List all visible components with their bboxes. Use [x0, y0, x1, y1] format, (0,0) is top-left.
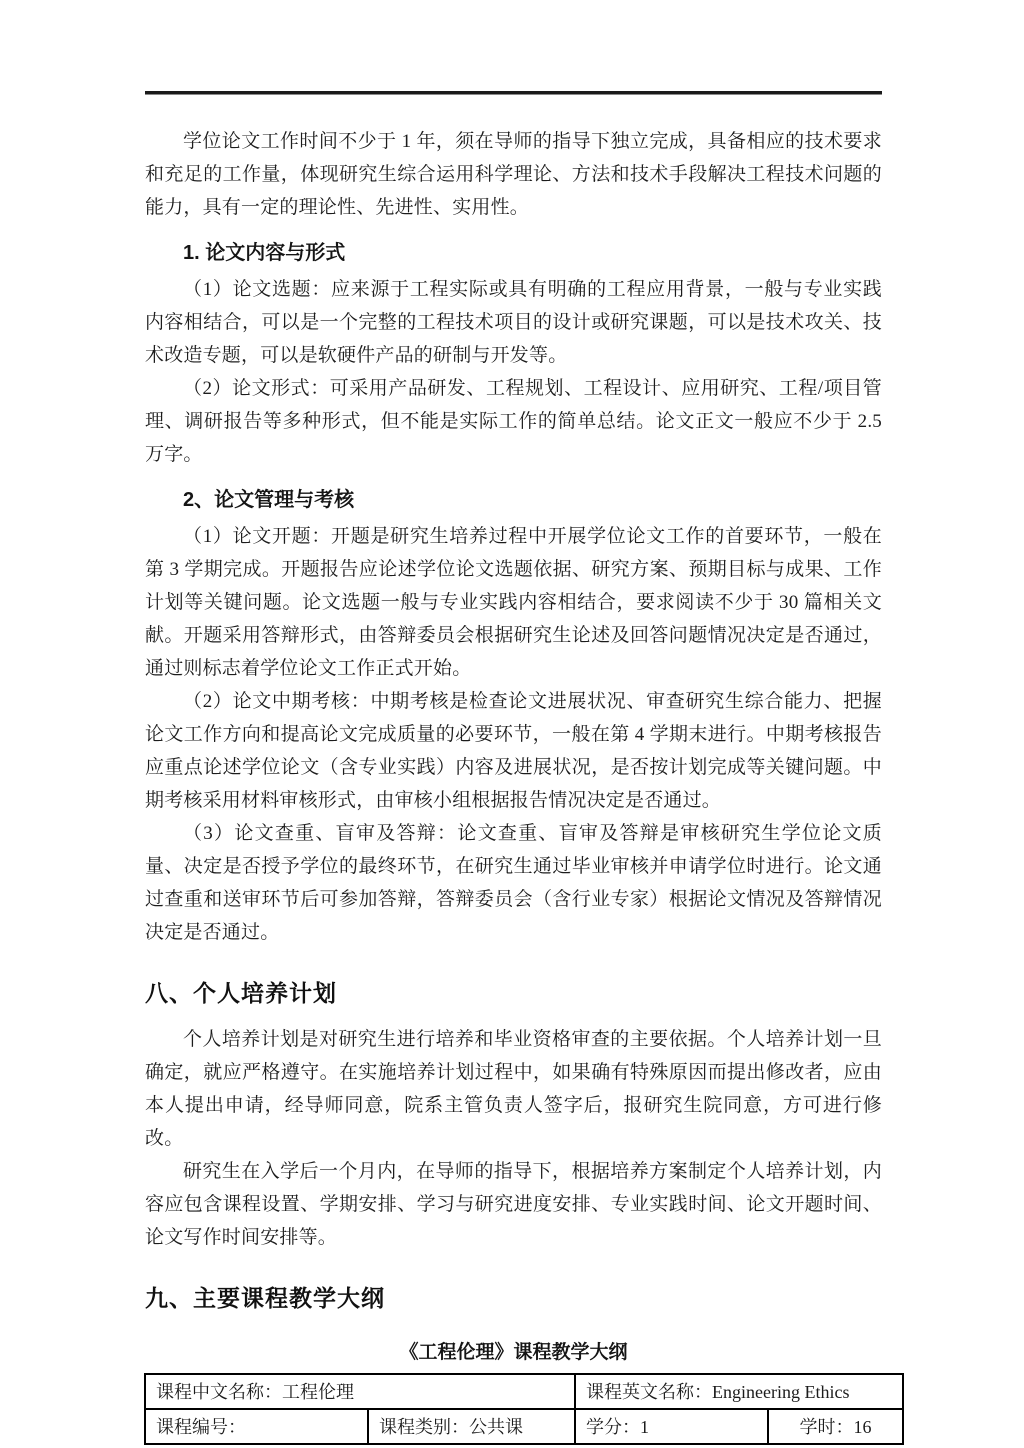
course-name-en-cell: 课程英文名称：Engineering Ethics [575, 1374, 903, 1409]
section8-paragraph-1: 个人培养计划是对研究生进行培养和毕业资格审查的主要依据。个人培养计划一旦确定，就应严格遵守。在实施培养计划过程中，如果确有特殊原因而提出修改者，应由本人提出申请，经导师同意，院系主管负责人签字后，报研究生院同意，方可进行修改。 [145, 1029, 882, 1149]
section2-paragraph-1: （1）论文开题：开题是研究生培养过程中开展学位论文工作的首要环节，一般在第 3 学期完成。开题报告应论述学位论文选题依据、研究方案、预期目标与成果、工作计划等关键问题。论文选题一般与专业实践内容相结合，要求阅读不少于 30 篇相关文献。开题采用答辩形式，由答辩委员会根据研究生论述及回答问题情况决定是否通过，通过则标志着学位论文工作正式开始。 [145, 526, 882, 679]
course-name-cn-cell: 课程中文名称：工程伦理 [145, 1374, 575, 1409]
section8-heading: 八、个人培养计划 [145, 980, 337, 1006]
section1-heading: 1. 论文内容与形式 [183, 242, 346, 264]
section1-paragraph-1: （1）论文选题：应来源于工程实际或具有明确的工程应用背景，一般与专业实践内容相结合，可以是一个完整的工程技术项目的设计或研究课题，可以是技术攻关、技术改造专题，可以是软硬件产品的研制与开发等。 [145, 279, 882, 366]
intro-paragraph: 学位论文工作时间不少于 1 年，须在导师的指导下独立完成，具备相应的技术要求和充足的工作量，体现研究生综合运用科学理论、方法和技术手段解决工程技术问题的能力，具有一定的理论性、先进性、实用性。 [145, 131, 882, 218]
section2-paragraph-2: （2）论文中期考核：中期考核是检查论文进展状况、审查研究生综合能力、把握论文工作方向和提高论文完成质量的必要环节，一般在第 4 学期末进行。中期考核报告应重点论述学位论文（含专业实践）内容及进展状况，是否按计划完成等关键问题。中期考核采用材料审核形式，由审核小组根据报告情况决定是否通过。 [145, 691, 882, 811]
table-row [145, 1374, 903, 1409]
course-outline-title: 《工程伦理》课程教学大纲 [399, 1342, 628, 1363]
table-row [145, 1409, 903, 1444]
course-hours-cell: 学时：16 [768, 1409, 903, 1444]
course-info-table [144, 1373, 904, 1445]
page-content [145, 91, 882, 1445]
course-type-cell: 课程类别：公共课 [368, 1409, 575, 1444]
course-credits-cell: 学分：1 [575, 1409, 768, 1444]
header-rule [145, 91, 882, 95]
section2-heading: 2、论文管理与考核 [183, 489, 355, 511]
section1-paragraph-2: （2）论文形式：可采用产品研发、工程规划、工程设计、应用研究、工程/项目管理、调研报告等多种形式，但不能是实际工作的简单总结。论文正文一般应不少于 2.5 万字。 [145, 378, 882, 465]
course-code-cell: 课程编号： [145, 1409, 368, 1444]
section8-paragraph-2: 研究生在入学后一个月内，在导师的指导下，根据培养方案制定个人培养计划，内容应包含课程设置、学期安排、学习与研究进度安排、专业实践时间、论文开题时间、论文写作时间安排等。 [145, 1161, 882, 1248]
section9-heading: 九、主要课程教学大纲 [145, 1285, 385, 1311]
section2-paragraph-3: （3）论文查重、盲审及答辩：论文查重、盲审及答辩是审核研究生学位论文质量、决定是否授予学位的最终环节，在研究生通过毕业审核并申请学位时进行。论文通过查重和送审环节后可参加答辩，答辩委员会（含行业专家）根据论文情况及答辩情况决定是否通过。 [145, 823, 882, 943]
